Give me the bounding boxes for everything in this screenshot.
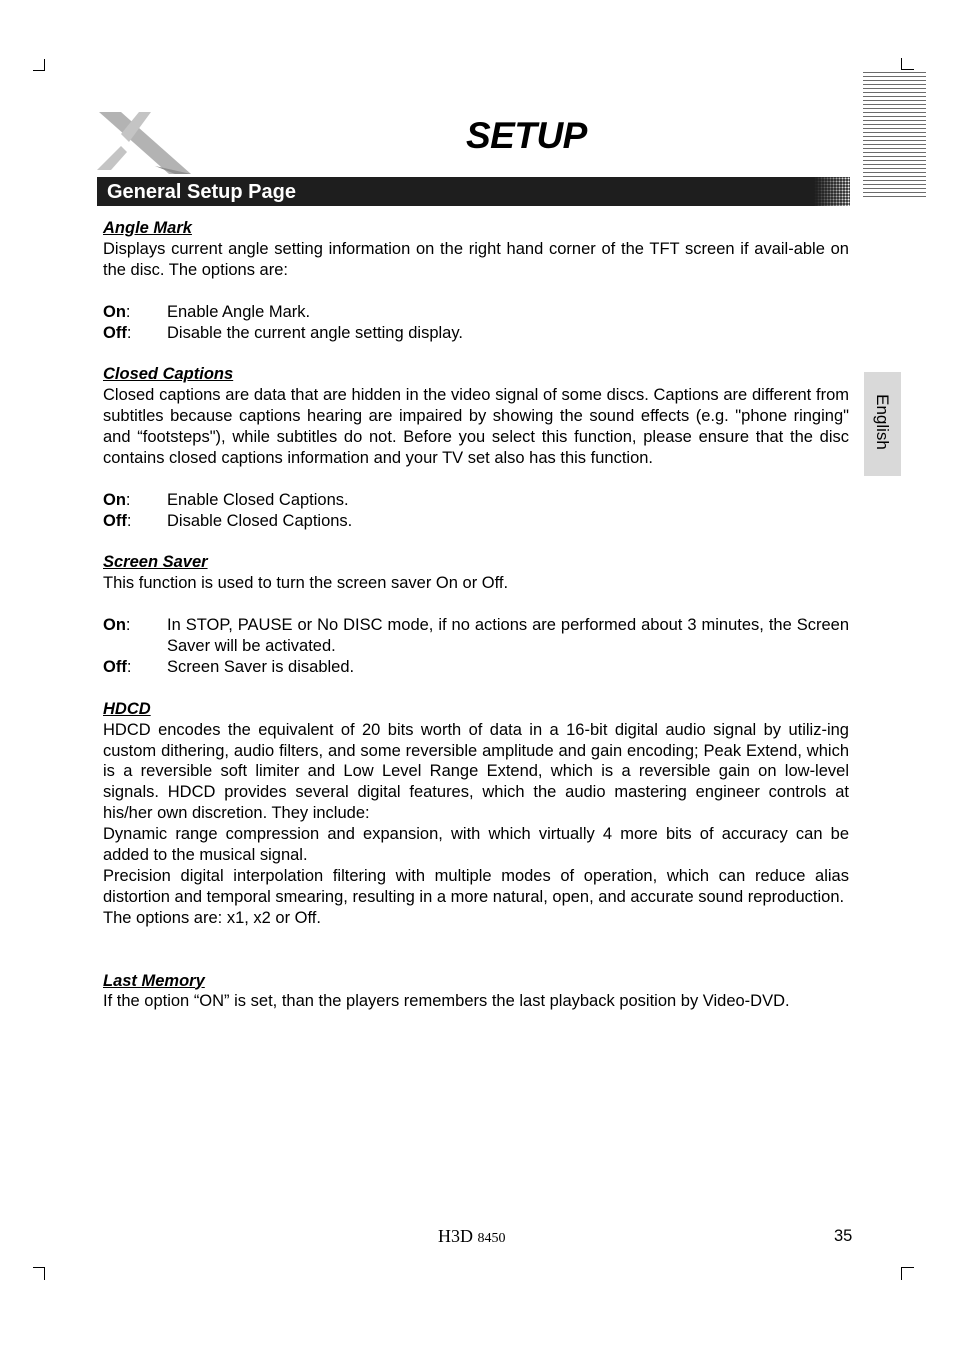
option-key: On bbox=[103, 490, 126, 509]
crop-mark-top-left-h bbox=[33, 70, 45, 71]
option-key: On bbox=[103, 616, 126, 635]
option-text: Screen Saver is disabled. bbox=[167, 657, 355, 676]
crop-mark-top-right-h bbox=[901, 69, 914, 70]
option-text: Enable Angle Mark. bbox=[167, 302, 311, 321]
model-mark: 3D bbox=[451, 1226, 473, 1246]
paragraph: The options are: x1, x2 or Off. bbox=[103, 908, 321, 927]
paragraph: HDCD encodes the equivalent of 20 bits worth of data in a 16-bit digital audio signal by utiliz-ing custom dithering, audio filters, and some reversible amplitude and gain encoding; Peak Extend, which is a reversible soft limiter and Low Level Range Extend, which is a reversible gain on low-level signals. HDCD provides several digital features, which the audio mastering engineer controls at his/her own discretion. They include: bbox=[103, 720, 849, 823]
paragraph: Precision digital interpolation filtering with multiple modes of operation, which can reduce alias distortion and temporal smearing, resulting in a more natural, open, and accurate sound reproduction. bbox=[103, 867, 849, 906]
model-number: 8450 bbox=[477, 1231, 506, 1246]
decorative-hatch-box bbox=[863, 72, 926, 199]
brand-logo-icon bbox=[95, 108, 195, 178]
option-row: On: In STOP, PAUSE or No DISC mode, if no actions are performed about 3 minutes, the Screen Saver will be activated. bbox=[103, 616, 849, 656]
option-text: Enable Closed Captions. bbox=[167, 490, 349, 509]
option-text: Disable the current angle setting display. bbox=[167, 323, 463, 342]
option-row: On: Enable Angle Mark. bbox=[103, 302, 849, 323]
page-number: 35 bbox=[834, 1227, 853, 1245]
section-heading-closed-captions: Closed Captions bbox=[103, 365, 234, 384]
section-heading-angle-mark: Angle Mark bbox=[103, 219, 192, 237]
model-prefix: H bbox=[438, 1226, 451, 1246]
language-tab bbox=[864, 372, 901, 476]
paragraph: This function is used to turn the screen saver On or Off. bbox=[103, 574, 509, 593]
option-text: In STOP, PAUSE or No DISC mode, if no actions are performed about 3 minutes, the Screen Saver will be activated. bbox=[167, 616, 849, 656]
paragraph: Dynamic range compression and expansion, with which virtually 4 more bits of accuracy can be added to the musical signal. bbox=[103, 825, 849, 865]
crop-mark-bottom-right bbox=[901, 1267, 914, 1268]
option-row: Off: Disable Closed Captions. bbox=[103, 511, 849, 532]
crop-mark-bottom-right-v bbox=[901, 1267, 902, 1280]
option-row: Off: Disable the current angle setting display. bbox=[103, 323, 849, 344]
main-content bbox=[103, 218, 849, 1012]
option-key: Off bbox=[103, 657, 127, 676]
crop-mark-bottom-left-v bbox=[44, 1267, 45, 1280]
section-heading-hdcd: HDCD bbox=[103, 699, 151, 718]
section-banner-title: General Setup Page bbox=[107, 181, 296, 203]
section-heading-last-memory: Last Memory bbox=[103, 971, 205, 990]
section-heading-screen-saver: Screen Saver bbox=[103, 553, 208, 572]
paragraph: Closed captions are data that are hidden in the video signal of some discs. Captions are different from subtitles because captions hearing are impaired by showing the sound effects (e.g. "phone ringing" and “footsteps"), while subtitles do not. Before you select this function, please ensure that the disc contains closed captions information and your TV set also has this function. bbox=[103, 386, 849, 467]
section-banner bbox=[97, 177, 850, 206]
paragraph: Displays current angle setting information on the right hand corner of the TFT screen if avail-able on the disc. The options are: bbox=[103, 239, 849, 279]
paragraph: If the option “ON” is set, than the players remembers the last playback position by Video-DVD. bbox=[103, 992, 790, 1011]
footer-model-name bbox=[438, 1224, 506, 1251]
option-row: On: Enable Closed Captions. bbox=[103, 490, 849, 511]
option-text: Disable Closed Captions. bbox=[167, 511, 353, 530]
language-tab-label: English bbox=[873, 394, 892, 450]
option-row: Off: Screen Saver is disabled. bbox=[103, 657, 849, 678]
banner-dot-pattern bbox=[814, 177, 850, 206]
page-title: SETUP bbox=[466, 115, 587, 156]
option-key: On bbox=[103, 302, 126, 321]
option-key: Off bbox=[103, 323, 127, 342]
option-key: Off bbox=[103, 511, 127, 530]
